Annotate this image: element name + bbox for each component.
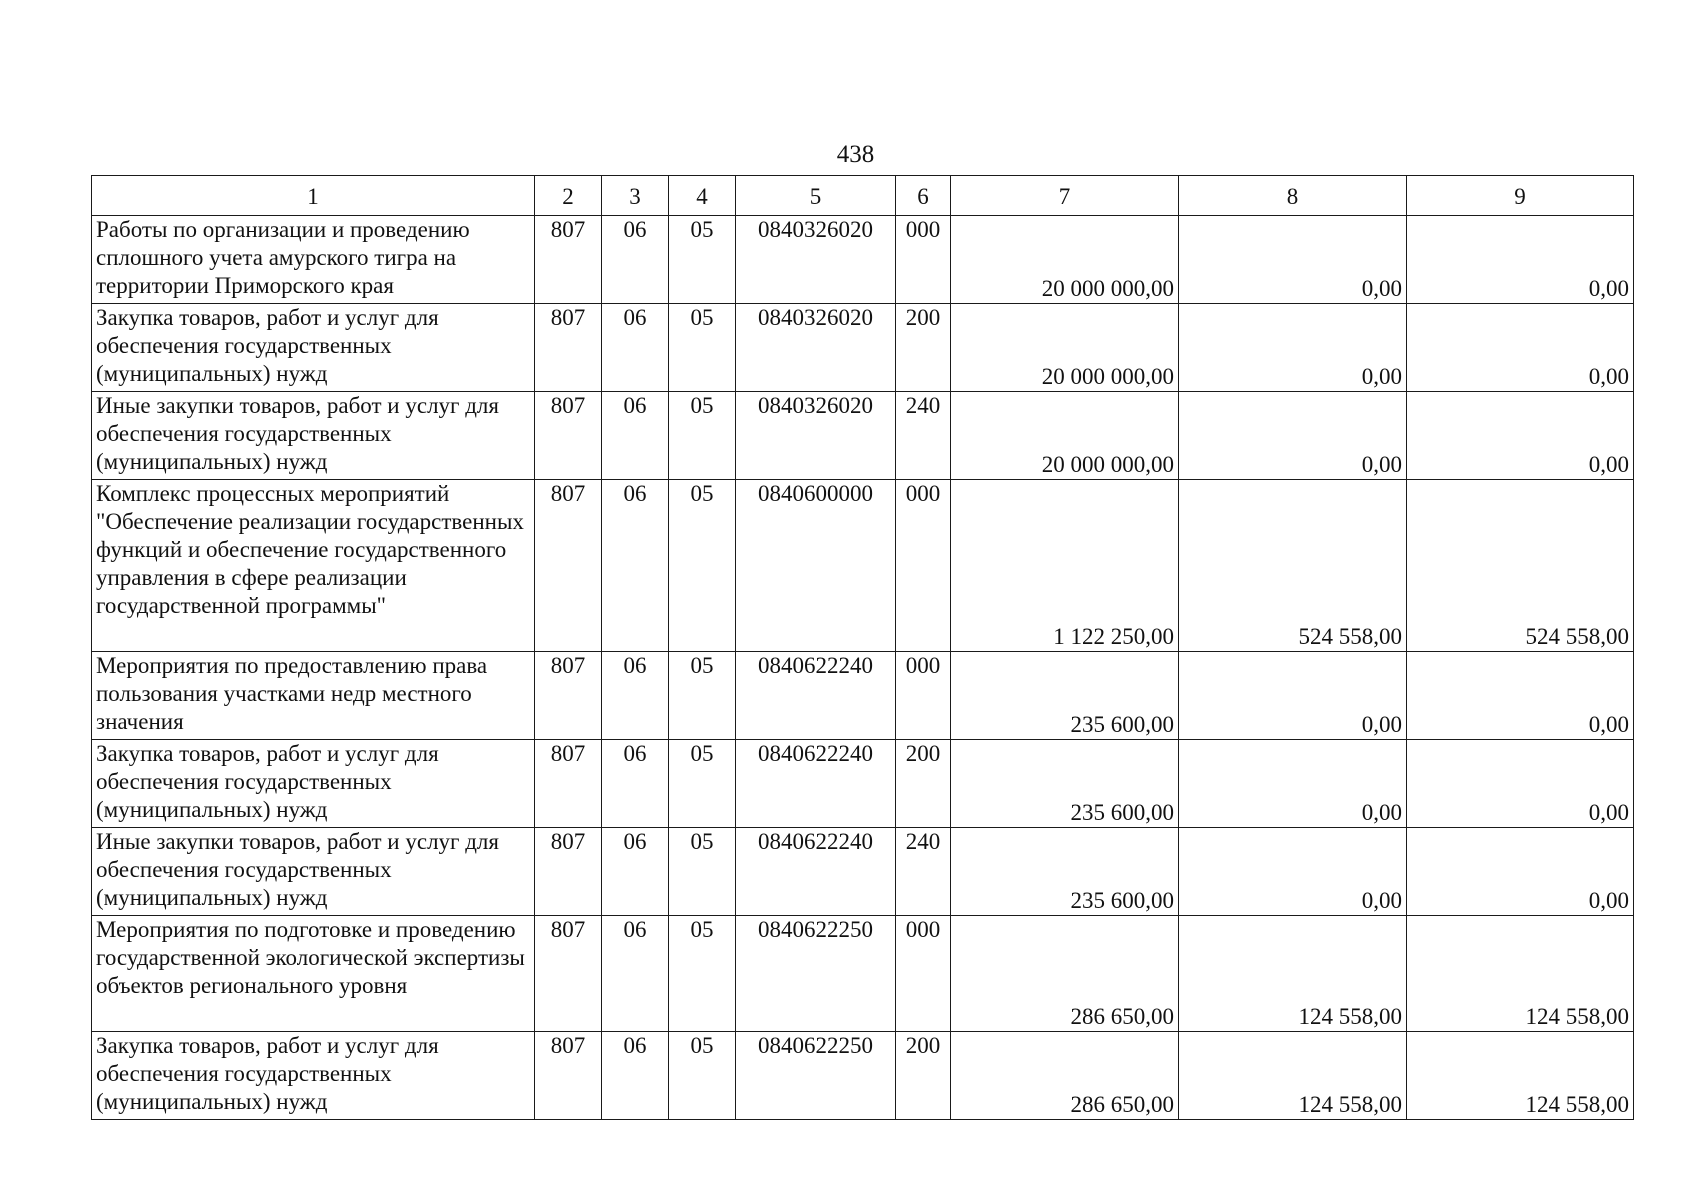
target-item-code: 0840622240 <box>736 740 896 828</box>
expense-type-code: 240 <box>896 392 951 480</box>
table-row <box>92 480 1634 652</box>
target-item-code: 0840622240 <box>736 652 896 740</box>
amount-col8: 0,00 <box>1179 392 1407 480</box>
subsection-code: 05 <box>669 1032 736 1120</box>
amount-col7: 20 000 000,00 <box>951 392 1179 480</box>
page-number: 438 <box>836 141 875 168</box>
section-code: 06 <box>602 392 669 480</box>
expense-name: Мероприятия по подготовке и проведению государственной экологической экспертизы объектов регионального уровня <box>92 916 535 1032</box>
expense-type-code: 200 <box>896 1032 951 1120</box>
subsection-code: 05 <box>669 828 736 916</box>
amount-col9: 124 558,00 <box>1407 916 1634 1032</box>
expense-name: Работы по организации и проведению сплошного учета амурского тигра на территории Приморского края <box>92 216 535 304</box>
expense-name: Мероприятия по предоставлению права пользования участками недр местного значения <box>92 652 535 740</box>
header-cell: 5 <box>736 176 896 216</box>
section-code: 06 <box>602 740 669 828</box>
table-row <box>92 216 1634 304</box>
section-code: 06 <box>602 480 669 652</box>
target-item-code: 0840326020 <box>736 392 896 480</box>
table-row <box>92 916 1634 1032</box>
expense-type-code: 000 <box>896 916 951 1032</box>
ministry-code: 807 <box>535 828 602 916</box>
amount-col7: 235 600,00 <box>951 740 1179 828</box>
section-code: 06 <box>602 1032 669 1120</box>
expense-type-code: 200 <box>896 740 951 828</box>
amount-col8: 0,00 <box>1179 828 1407 916</box>
amount-col8: 0,00 <box>1179 216 1407 304</box>
table-row <box>92 740 1634 828</box>
expense-name: Иные закупки товаров, работ и услуг для обеспечения государственных (муниципальных) нужд <box>92 392 535 480</box>
amount-col9: 0,00 <box>1407 828 1634 916</box>
target-item-code: 0840600000 <box>736 480 896 652</box>
section-code: 06 <box>602 652 669 740</box>
amount-col7: 286 650,00 <box>951 1032 1179 1120</box>
amount-col9: 0,00 <box>1407 216 1634 304</box>
subsection-code: 05 <box>669 392 736 480</box>
budget-table <box>91 175 1634 1120</box>
amount-col7: 20 000 000,00 <box>951 304 1179 392</box>
table-header-row <box>92 176 1634 216</box>
amount-col7: 235 600,00 <box>951 652 1179 740</box>
ministry-code: 807 <box>535 652 602 740</box>
ministry-code: 807 <box>535 740 602 828</box>
header-cell: 3 <box>602 176 669 216</box>
amount-col7: 1 122 250,00 <box>951 480 1179 652</box>
amount-col8: 0,00 <box>1179 740 1407 828</box>
expense-name: Закупка товаров, работ и услуг для обеспечения государственных (муниципальных) нужд <box>92 1032 535 1120</box>
ministry-code: 807 <box>535 216 602 304</box>
amount-col8: 0,00 <box>1179 304 1407 392</box>
expense-type-code: 000 <box>896 480 951 652</box>
subsection-code: 05 <box>669 652 736 740</box>
target-item-code: 0840326020 <box>736 216 896 304</box>
section-code: 06 <box>602 828 669 916</box>
amount-col8: 524 558,00 <box>1179 480 1407 652</box>
section-code: 06 <box>602 916 669 1032</box>
target-item-code: 0840622250 <box>736 916 896 1032</box>
amount-col7: 235 600,00 <box>951 828 1179 916</box>
table-row <box>92 304 1634 392</box>
header-cell: 1 <box>92 176 535 216</box>
ministry-code: 807 <box>535 392 602 480</box>
target-item-code: 0840326020 <box>736 304 896 392</box>
amount-col7: 286 650,00 <box>951 916 1179 1032</box>
amount-col9: 524 558,00 <box>1407 480 1634 652</box>
table-row <box>92 828 1634 916</box>
header-cell: 4 <box>669 176 736 216</box>
amount-col8: 124 558,00 <box>1179 916 1407 1032</box>
ministry-code: 807 <box>535 1032 602 1120</box>
amount-col9: 0,00 <box>1407 304 1634 392</box>
target-item-code: 0840622250 <box>736 1032 896 1120</box>
section-code: 06 <box>602 304 669 392</box>
header-cell: 2 <box>535 176 602 216</box>
subsection-code: 05 <box>669 480 736 652</box>
subsection-code: 05 <box>669 304 736 392</box>
section-code: 06 <box>602 216 669 304</box>
amount-col8: 124 558,00 <box>1179 1032 1407 1120</box>
subsection-code: 05 <box>669 916 736 1032</box>
expense-type-code: 200 <box>896 304 951 392</box>
ministry-code: 807 <box>535 480 602 652</box>
subsection-code: 05 <box>669 216 736 304</box>
expense-type-code: 240 <box>896 828 951 916</box>
amount-col9: 0,00 <box>1407 392 1634 480</box>
expense-name: Закупка товаров, работ и услуг для обеспечения государственных (муниципальных) нужд <box>92 740 535 828</box>
header-cell: 9 <box>1407 176 1634 216</box>
expense-name: Комплекс процессных мероприятий "Обеспечение реализации государственных функций и обеспечение государственного управления в сфере реализации государственной программы" <box>92 480 535 652</box>
expense-type-code: 000 <box>896 652 951 740</box>
table-row <box>92 1032 1634 1120</box>
expense-name: Иные закупки товаров, работ и услуг для обеспечения государственных (муниципальных) нужд <box>92 828 535 916</box>
amount-col8: 0,00 <box>1179 652 1407 740</box>
amount-col9: 0,00 <box>1407 740 1634 828</box>
ministry-code: 807 <box>535 916 602 1032</box>
amount-col9: 124 558,00 <box>1407 1032 1634 1120</box>
expense-name: Закупка товаров, работ и услуг для обеспечения государственных (муниципальных) нужд <box>92 304 535 392</box>
target-item-code: 0840622240 <box>736 828 896 916</box>
expense-type-code: 000 <box>896 216 951 304</box>
amount-col9: 0,00 <box>1407 652 1634 740</box>
header-cell: 7 <box>951 176 1179 216</box>
subsection-code: 05 <box>669 740 736 828</box>
header-cell: 6 <box>896 176 951 216</box>
header-cell: 8 <box>1179 176 1407 216</box>
amount-col7: 20 000 000,00 <box>951 216 1179 304</box>
ministry-code: 807 <box>535 304 602 392</box>
table-row <box>92 652 1634 740</box>
table-row <box>92 392 1634 480</box>
